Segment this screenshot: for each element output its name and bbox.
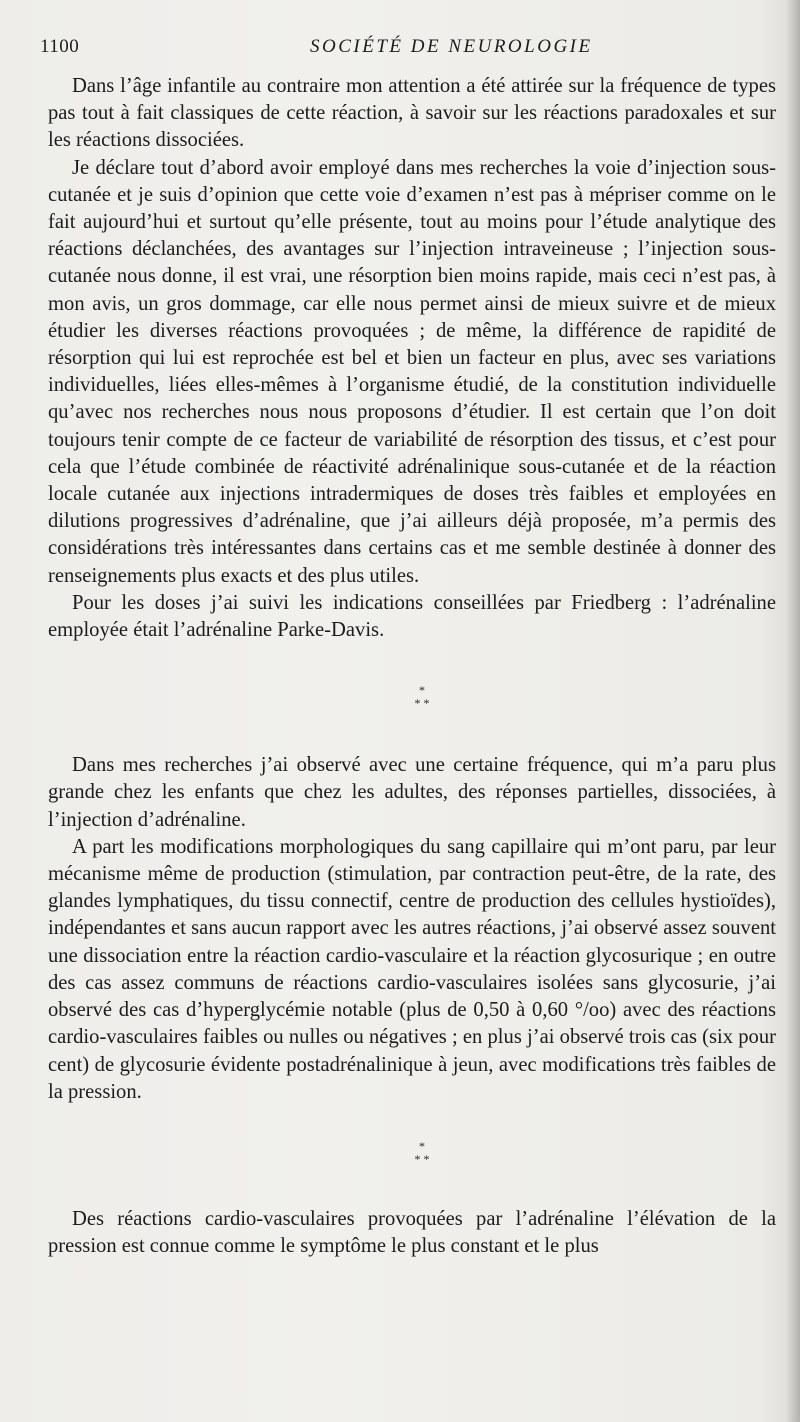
page-header [40, 36, 780, 64]
paragraph-4: Dans mes recherches j’ai observé avec une certaine fréquence, qui m’a paru plus grande chez les enfants que chez les adultes, des réponses partielles, dissociées, à l’injection d’adrénaline. [48, 754, 776, 831]
section-separator-1 [68, 684, 776, 710]
body-text [48, 73, 776, 1260]
running-title: SOCIÉTÉ DE NEUROLOGIE [310, 36, 593, 57]
paragraph-5: A part les modifications morphologiques du sang capillaire qui m’ont paru, par leur mécanisme même de production (stimulation, par contraction peut-être, de la rate, des glandes lymphatiques, du tissu connectif, centre de production des cellules hystioïdes), indépendantes et sans aucun rapport avec les autres réactions, j’ai observé assez souvent une dissociation entre la réaction cardio-vasculaire et la réaction glycosurique ; en outre des cas assez communs de réactions cardio-vasculaires isolées sans glycosurie, j’ai observé des cas d’hyperglycémie notable (plus de 0,50 à 0,60 °/oo) avec des réactions cardio-vasculaires faibles ou nulles ou négatives ; en plus j’ai observé trois cas (six pour cent) de glycosurie évidente postadrénalinique à jeun, avec modifications très faibles de la pression. [48, 835, 776, 1103]
section-separator-2 [68, 1140, 776, 1166]
separator-stars-bottom: * * [414, 696, 430, 711]
paragraph-6: Des réactions cardio-vasculaires provoquées par l’adrénaline l’élévation de la pression est connue comme le symptôme le plus constant et le plus [48, 1207, 776, 1258]
paragraph-1: Dans l’âge infantile au contraire mon attention a été attirée sur la fréquence de types pas tout à fait classiques de cette réaction, à savoir sur les réactions paradoxales et sur les réactions dissociées. [48, 75, 776, 152]
separator-star-top: * [419, 683, 425, 698]
page-edge-shadow [786, 0, 800, 1422]
separator-star-top: * [419, 1138, 425, 1153]
paragraph-3: Pour les doses j’ai suivi les indications conseillées par Friedberg : l’adrénaline employée était l’adrénaline Parke-Davis. [48, 591, 776, 642]
separator-stars-bottom: * * [414, 1151, 430, 1166]
paragraph-2: Je déclare tout d’abord avoir employé dans mes recherches la voie d’injection sous-cutanée et je suis d’opinion que cette voie d’examen n’est pas à mépriser comme on le fait aujourd’hui et surtout qu’elle présente, tout au moins pour l’étude analytique des réactions déclanchées, des avantages sur l’injection intraveineuse ; l’injection sous-cutanée nous donne, il est vrai, une résorption bien moins rapide, mais ceci n’est pas, à mon avis, un gros dommage, car elle nous permet ainsi de mieux suivre et de mieux étudier les diverses réactions provoquées ; de même, la différence de rapidité de résorption qui lui est reprochée est bel et bien un facteur en plus, avec ses variations individuelles, liées elles-mêmes à l’organisme étudié, de la constitution individuelle qu’avec nos recherches nous nous proposons d’étudier. Il est certain que l’on doit toujours tenir compte de ce facteur de variabilité de résorption des tissus, et c’est pour cela que l’étude combinée de réactivité adrénalinique sous-cutanée et de la réaction locale cutanée aux injections intradermiques de doses très faibles et employées en dilutions progressives d’adrénaline, que j’ai ailleurs déjà proposée, m’a permis des considérations très intéressantes dans certains cas et me semble destinée à donner des renseignements plus exacts et des plus utiles. [48, 156, 776, 587]
page-number: 1100 [40, 36, 80, 57]
